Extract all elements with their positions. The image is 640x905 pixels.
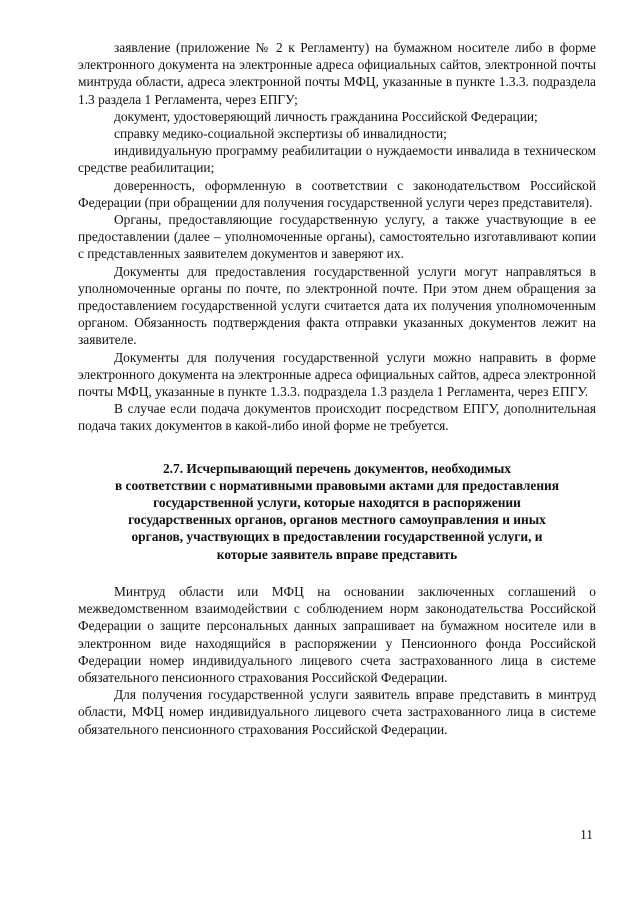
- section-heading-line: органов, участвующих в предоставлении государственной услуги, и: [131, 529, 543, 545]
- paragraph: Документы для получения государственной услуги можно направить в форме электронного документа на электронные адреса официальных сайтов, адреса электронной почты МФЦ, указанные в пункте 1.3.3. подраздела 1.3 раздела 1 Регламента, через ЕПГУ.: [78, 349, 596, 400]
- body-text-bottom: [78, 583, 596, 738]
- paragraph: заявление (приложение № 2 к Регламенту) на бумажном носителе либо в форме электронного документа на электронные адреса официальных сайтов, электронной почты минтруда области, адреса электронной почты МФЦ, указанные в пункте 1.3.3. подраздела 1.3 раздела 1 Регламента, через ЕПГУ;: [78, 40, 596, 107]
- body-text-top: [78, 39, 596, 435]
- paragraph: Минтруд области или МФЦ на основании заключенных соглашений о межведомственном взаимодействии с соблюдением норм законодательства Российской Федерации о защите персональных данных запрашивает на бумажном носителе или в электронном виде находящийся в распоряжении у Пенсионного фонда Российской Федерации номер индивидуального лицевого счета застрахованного лица в системе обязательного пенсионного страхования Российской Федерации.: [78, 583, 596, 685]
- section-heading-line: в соответствии с нормативными правовыми актами для предоставления: [114, 477, 560, 493]
- section-heading-line: которые заявитель вправе представить: [216, 546, 458, 562]
- paragraph: документ, удостоверяющий личность гражданина Российской Федерации;: [114, 108, 538, 124]
- section-heading-line: государственных органов, органов местного самоуправления и иных: [128, 512, 546, 528]
- paragraph: В случае если подача документов происходит посредством ЕПГУ, дополнительная подача таких документов в какой-либо иной форме не требуется.: [78, 401, 596, 434]
- section-heading-line: государственной услуги, которые находятся в распоряжении: [153, 495, 521, 511]
- page-number: 11: [580, 827, 593, 842]
- paragraph: Для получения государственной услуги заявитель вправе представить в минтруд области, МФЦ номер индивидуального лицевого счета застрахованного лица в системе обязательного пенсионного страхования Российской Федерации.: [78, 687, 596, 737]
- section-heading: [78, 460, 596, 563]
- paragraph: Документы для предоставления государственной услуги могут направляться в уполномоченные органы по почте, по электронной почте. При этом днем обращения за предоставлением государственной услуги считается дата их получения уполномоченным органом. Обязанность подтверждения факта отправки указанных документов лежит на заявителе.: [78, 263, 596, 348]
- paragraph: индивидуальную программу реабилитации о нуждаемости инвалида в техническом средстве реабилитации;: [78, 143, 596, 176]
- paragraph: справку медико-социальной экспертизы об инвалидности;: [114, 126, 447, 142]
- paragraph: доверенность, оформленную в соответствии с законодательством Российской Федерации (при обращении для получения государственной услуги через представителя).: [78, 177, 596, 210]
- paragraph: Органы, предоставляющие государственную услугу, а также участвующие в ее предоставлении (далее – уполномоченные органы), самостоятельно изготавливают копии с представленных заявителем документов и заверяют их.: [78, 212, 596, 262]
- section-heading-line: 2.7. Исчерпывающий перечень документов, необходимых: [162, 460, 511, 476]
